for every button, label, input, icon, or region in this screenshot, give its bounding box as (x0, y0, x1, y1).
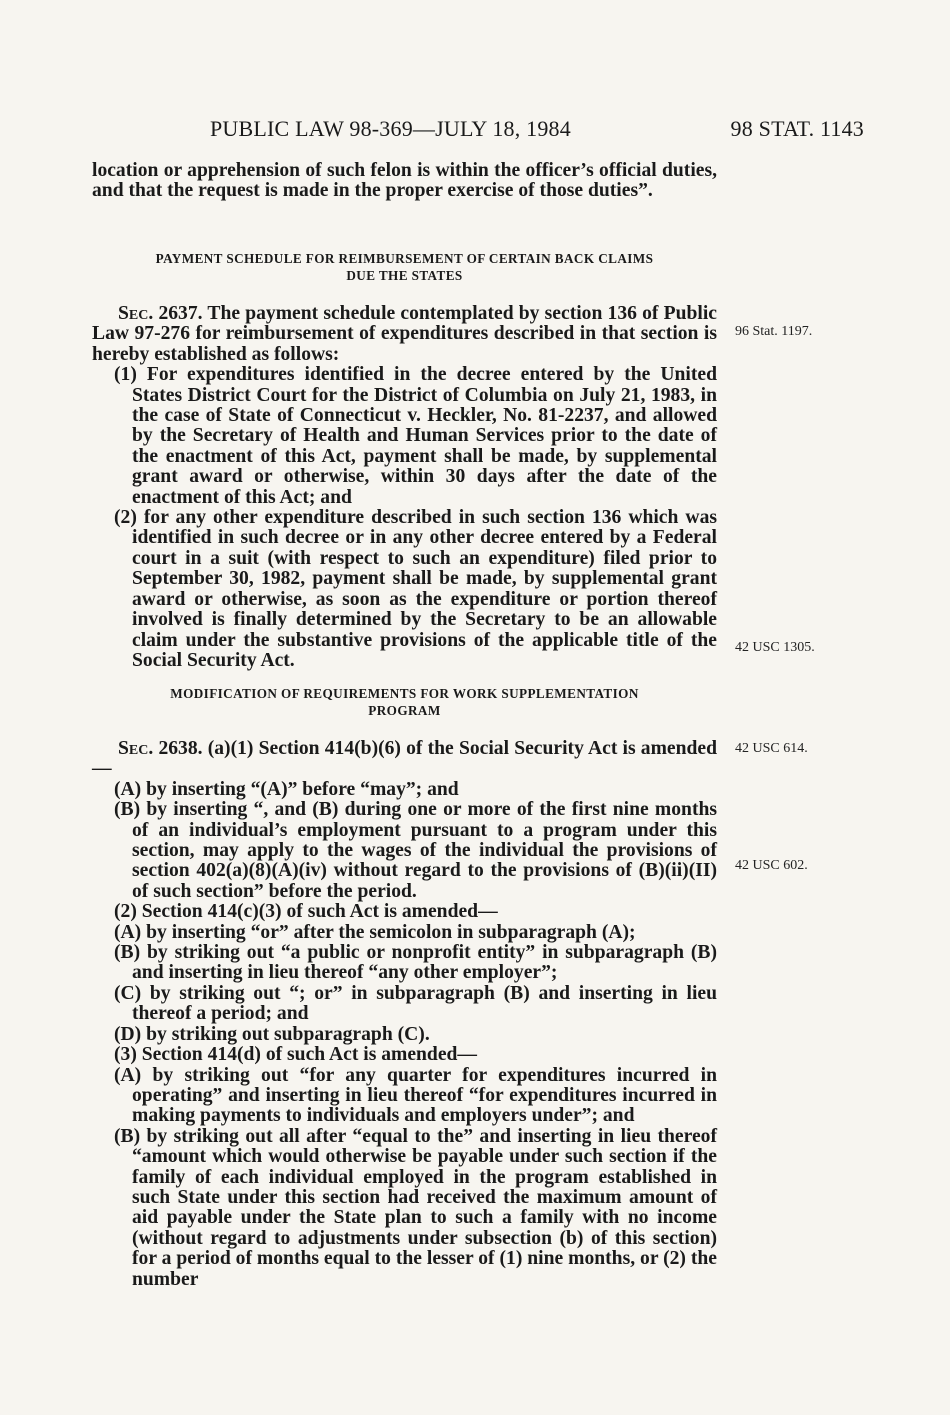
section-label: Sec. (118, 303, 154, 324)
margin-citation: 96 Stat. 1197. (735, 324, 813, 339)
subparagraph: (C) by striking out “; or” in subparagraph (B) and inserting in lieu thereof a period; and (114, 982, 717, 1025)
subparagraph: (A) by inserting “or” after the semicolon in subparagraph (A); (114, 921, 636, 943)
heading-line: PROGRAM (368, 703, 441, 718)
paragraph: (3) Section 414(d) of such Act is amended— (114, 1044, 478, 1066)
paragraph: (2) Section 414(c)(3) of such Act is amended— (114, 901, 498, 923)
section-label: Sec. (118, 738, 154, 759)
section-heading (92, 250, 717, 284)
paragraph-1: (1) For expenditures identified in the decree entered by the United States District Court for the District of Columbia on July 21, 1983, in the case of State of Connecticut v. Heckler, No. 81-2237, and allowed by the Secretary of Health and Human Services prior to the date of the enactment of this Act, payment shall be made, by supplemental grant award or otherwise, within 30 days after the date of the enactment of this Act; and (114, 364, 717, 508)
margin-citation: 42 USC 614. (735, 741, 808, 756)
subparagraph: (B) by striking out “a public or nonprofit entity” in subparagraph (B) and inserting in lieu thereof “any other employer”; (114, 942, 717, 984)
continued-paragraph (92, 161, 717, 202)
heading-line: PAYMENT SCHEDULE FOR REIMBURSEMENT OF CERTAIN BACK CLAIMS (155, 251, 654, 266)
subparagraph: (D) by striking out subparagraph (C). (114, 1023, 430, 1045)
paragraph-2: (2) for any other expenditure described in such section 136 which was identified in such decree or in any other decree entered by a Federal court in a suit (with respect to such an expenditure) filed prior to September 30, 1982, payment shall be made, by supplemental grant award or otherwise, as soon as the expenditure or portion thereof involved is finally determined by the Secretary to be an allowable claim under the substantive provisions of the applicable title of the Social Security Act. (114, 507, 717, 671)
heading-line: DUE THE STATES (346, 268, 463, 283)
section-intro (92, 739, 717, 780)
paragraph: location or apprehension of such felon is within the officer’s official duties, and that the request is made in the proper exercise of those duties”. (92, 160, 717, 202)
section-heading (92, 685, 717, 719)
section-text: 2637. The payment schedule contemplated by section 136 of Public Law 97-276 for reimbursement of expenditures described in that section is hereby established as follows: (92, 303, 717, 365)
section-intro (92, 304, 717, 365)
section-text: 2638. (a)(1) Section 414(b)(6) of the Social Security Act is amended— (92, 738, 717, 780)
margin-citation: 42 USC 602. (735, 858, 808, 873)
page-title: PUBLIC LAW 98-369—JULY 18, 1984 (210, 116, 571, 141)
subparagraph: (A) by inserting “(A)” before “may”; and (114, 778, 459, 800)
margin-citation: 42 USC 1305. (735, 640, 815, 655)
subparagraph: (A) by striking out “for any quarter for expenditures incurred in operating” and inserting in lieu thereof “for expenditures incurred in making payments to individuals and employers under”; and (114, 1064, 717, 1127)
section-2637 (92, 304, 717, 671)
heading-line: MODIFICATION OF REQUIREMENTS FOR WORK SUPPLEMENTATION (170, 686, 639, 701)
section-2638 (92, 739, 717, 1290)
subparagraph: (B) by inserting “, and (B) during one or more of the first nine months of an individual’s employment pursuant to a program under this section, may apply to the wages of the individual the provisions of section 402(a)(8)(A)(iv) without regard to the provisions of (B)(ii)(II) of such section” before the period. (114, 799, 717, 902)
statute-page-number: 98 STAT. 1143 (730, 116, 864, 141)
subparagraph: (B) by striking out all after “equal to the” and inserting in lieu thereof “amount which would otherwise be payable under such section if the family of each individual employed in the program established in such State under this section had received the maximum amount of aid payable under the State plan to such a family with no income (without regard to adjustments under subsection (b) of this section) for a period of months equal to the lesser of (1) nine months, or (2) the number (114, 1125, 717, 1290)
